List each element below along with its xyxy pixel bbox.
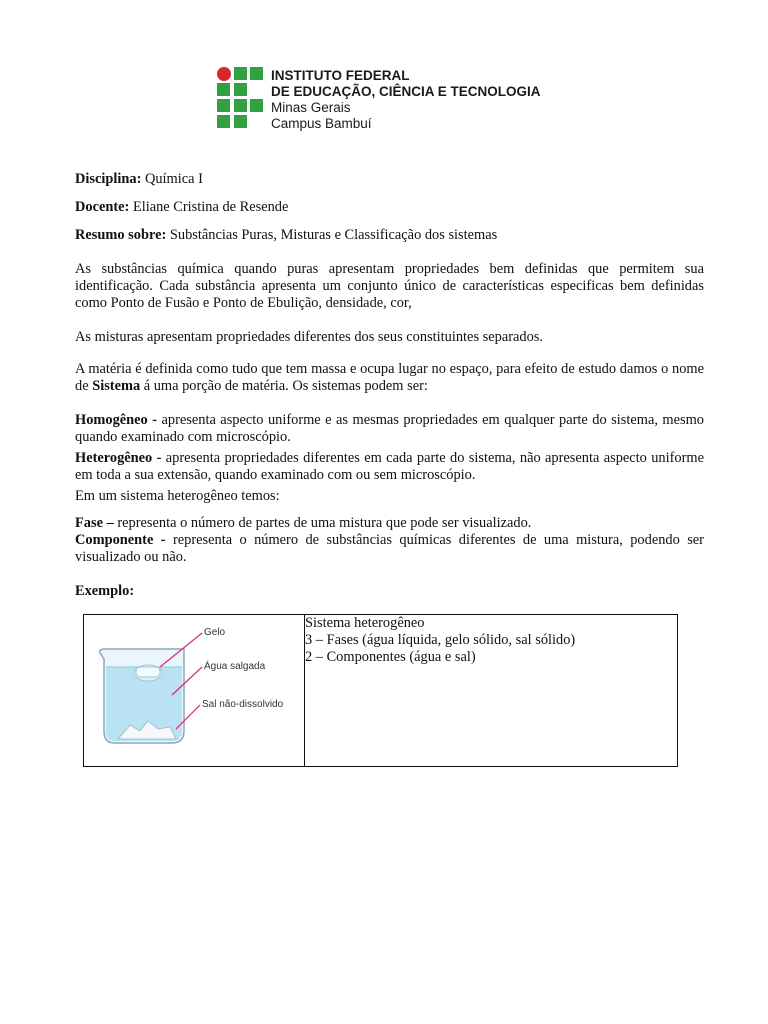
logo-red-circle <box>217 67 231 81</box>
materia-text-start: A matéria é definida como tudo que tem massa e ocupa lugar no espaço, para efeito de estudo damos o nome de <box>75 361 704 394</box>
example-description-cell <box>305 615 678 767</box>
fase-label: Fase – <box>75 515 114 531</box>
label-sal-nao-dissolvido: Sal não-dissolvido <box>202 699 284 710</box>
resumo-label: Resumo sobre: <box>75 227 167 243</box>
docente-value: Eliane Cristina de Resende <box>129 199 289 215</box>
example-fases: 3 – Fases (água líquida, gelo sólido, sal sólido) <box>305 632 576 648</box>
logo-text <box>271 68 541 132</box>
exemplo-label: Exemplo: <box>75 583 135 599</box>
institution-campus: Campus Bambuí <box>271 116 372 131</box>
exemplo-heading <box>75 583 704 600</box>
paragraph-fase-componente <box>75 515 704 566</box>
heterogeneo-intro: Em um sistema heterogêneo temos: <box>75 488 280 504</box>
paragraph-heterogeneo <box>75 450 704 484</box>
example-figure-cell <box>84 615 305 767</box>
resumo-value: Substâncias Puras, Misturas e Classificação dos sistemas <box>166 227 498 243</box>
docente-line <box>75 199 288 216</box>
disciplina-line <box>75 171 203 188</box>
disciplina-value: Química I <box>141 171 203 187</box>
label-gelo: Gelo <box>204 627 226 638</box>
example-componentes: 2 – Componentes (água e sal) <box>305 649 476 665</box>
institution-logo <box>216 66 556 130</box>
heterogeneo-text: apresenta propriedades diferentes em cada parte do sistema, não apresenta aspecto uniforme em toda a sua extensão, quando examinado com ou sem microscópio. <box>75 450 704 483</box>
beaker-figure <box>84 615 304 761</box>
label-agua-salgada: Água salgada <box>204 661 266 672</box>
homogeneo-label: Homogêneo - <box>75 412 158 428</box>
logo-mark-icon <box>216 66 268 128</box>
componente-label: Componente - <box>75 532 166 548</box>
paragraph-misturas: As misturas apresentam propriedades diferentes dos seus constituintes separados. <box>75 329 543 345</box>
fase-text: representa o número de partes de uma mistura que pode ser visualizado. <box>113 515 532 531</box>
paragraph-substancias: As substâncias química quando puras apresentam propriedades bem definidas que permitem sua identificação. Cada substância apresenta um conjunto único de características especificas bem definidas como Ponto de Fusão e Ponto de Ebulição, densidade, cor, <box>75 261 704 311</box>
institution-state: Minas Gerais <box>271 100 351 115</box>
example-table <box>83 614 678 767</box>
paragraph-materia <box>75 361 704 395</box>
docente-label: Docente: <box>75 199 130 215</box>
materia-text-end: á uma porção de matéria. Os sistemas podem ser: <box>140 378 428 394</box>
institution-line2: DE EDUCAÇÃO, CIÊNCIA E TECNOLOGIA <box>271 84 541 99</box>
example-title: Sistema heterogêneo <box>305 615 425 631</box>
homogeneo-text: apresenta aspecto uniforme e as mesmas propriedades em qualquer parte do sistema, mesmo quando examinado com microscópio. <box>75 412 704 445</box>
disciplina-label: Disciplina: <box>75 171 142 187</box>
resumo-line <box>75 227 497 244</box>
componente-text: representa o número de substâncias químicas diferentes de uma mistura, podendo ser visualizado ou não. <box>75 532 704 565</box>
institution-line1: INSTITUTO FEDERAL <box>271 68 410 83</box>
paragraph-homogeneo <box>75 412 704 446</box>
heterogeneo-label: Heterogêneo - <box>75 450 162 466</box>
sistema-term: Sistema <box>92 378 141 394</box>
